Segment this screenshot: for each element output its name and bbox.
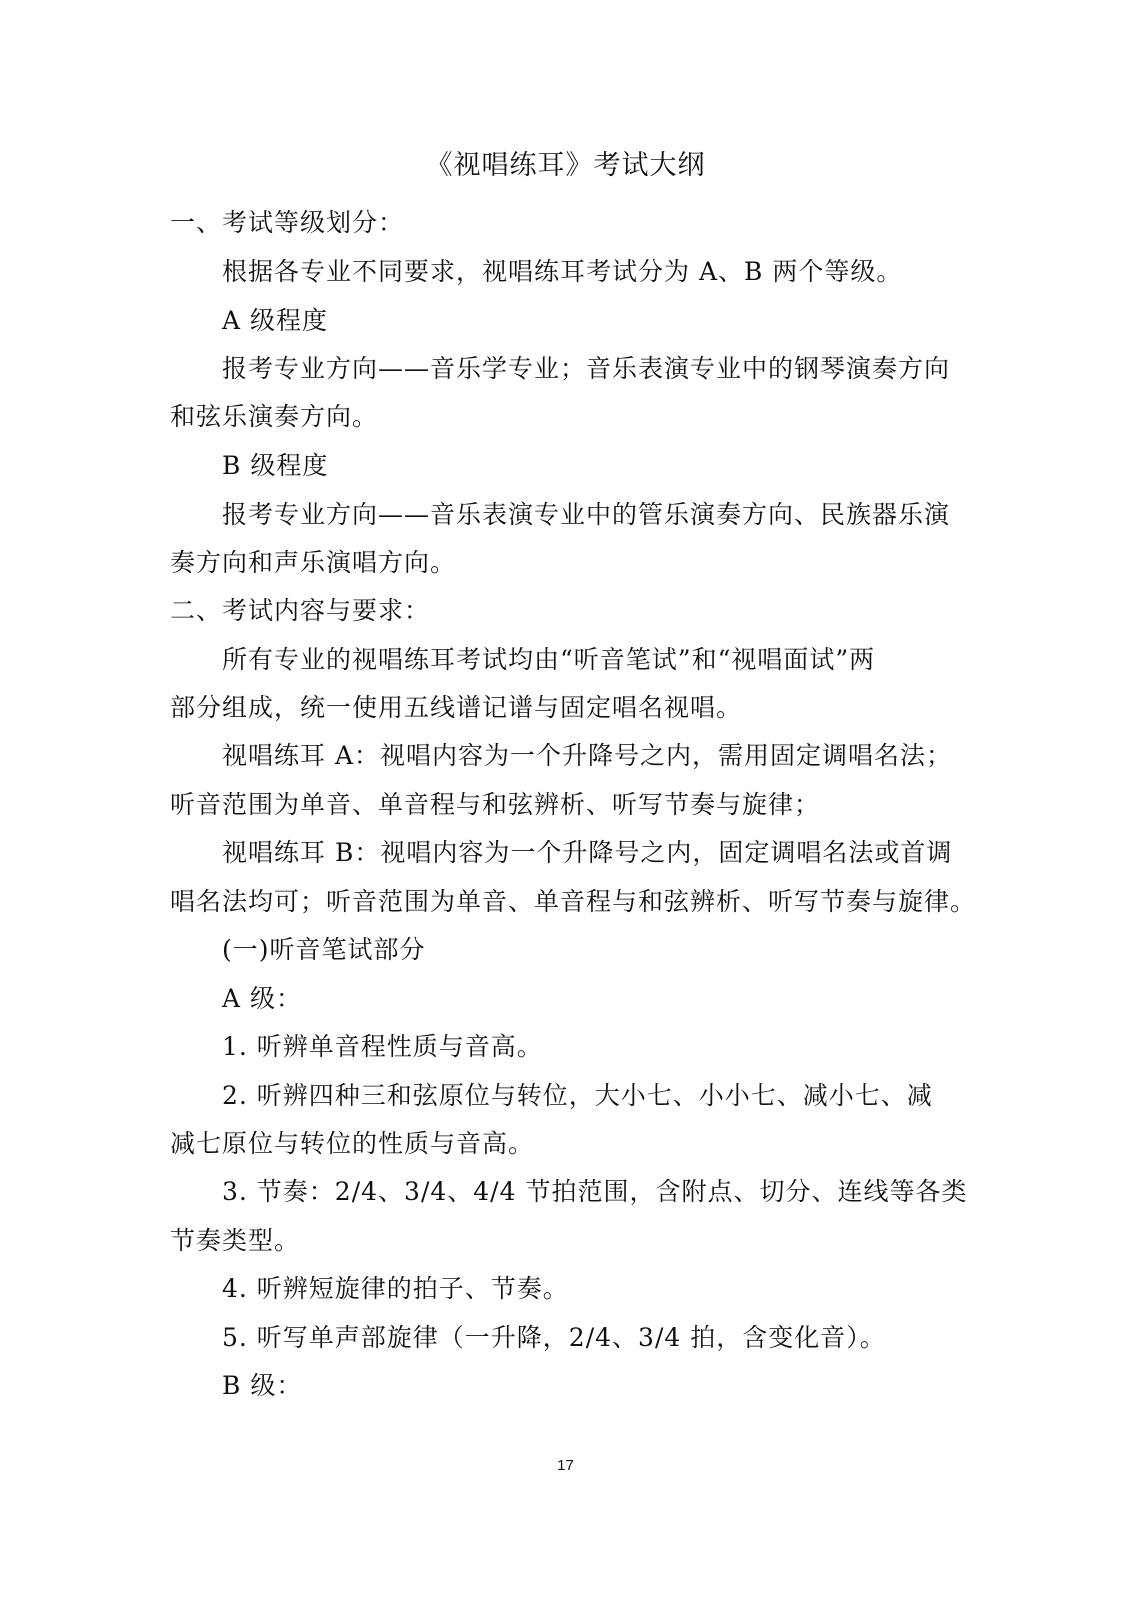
- paragraph-line: 视唱练耳 B：视唱内容为一个升降号之内，固定调唱名法或首调: [222, 838, 953, 867]
- list-item: 5. 听写单声部旋律（一升降，2/4、3/4 拍，含变化音）。: [222, 1323, 886, 1352]
- paragraph-line: 报考专业方向——音乐表演专业中的管乐演奏方向、民族器乐演: [222, 500, 951, 529]
- paragraph-line: 根据各专业不同要求，视唱练耳考试分为 A、B 两个等级。: [222, 257, 903, 286]
- list-item: 4. 听辨短旋律的拍子、节奏。: [222, 1274, 569, 1303]
- page-number: 17: [557, 1457, 574, 1474]
- list-item: 3. 节奏：2/4、3/4、4/4 节拍范围，含附点、切分、连线等各类: [222, 1177, 968, 1206]
- list-item-continuation: 节奏类型。: [170, 1226, 301, 1255]
- document-title: 《视唱练耳》考试大纲: [425, 150, 706, 181]
- subheading-b-level: B 级程度: [222, 451, 329, 480]
- subheading-a-level: A 级程度: [222, 306, 329, 335]
- paragraph-line: 报考专业方向——音乐学专业；音乐表演专业中的钢琴演奏方向: [222, 354, 951, 383]
- list-item: 2. 听辨四种三和弦原位与转位，大小七、小小七、减小七、减: [222, 1081, 933, 1110]
- section-heading-1: 一、考试等级划分：: [170, 208, 405, 237]
- paragraph-line: 所有专业的视唱练耳考试均由“听音笔试”和“视唱面试”两: [222, 645, 876, 674]
- paragraph-line: 视唱练耳 A：视唱内容为一个升降号之内，需用固定调唱名法；: [222, 741, 953, 770]
- subsection-heading-listening: (一)听音笔试部分: [222, 935, 426, 964]
- paragraph-line: 唱名法均可；听音范围为单音、单音程与和弦辨析、听写节奏与旋律。: [170, 887, 977, 916]
- list-item-continuation: 减七原位与转位的性质与音高。: [170, 1129, 535, 1158]
- list-item: 1. 听辨单音程性质与音高。: [222, 1032, 543, 1061]
- section-heading-2: 二、考试内容与要求：: [170, 596, 431, 625]
- paragraph-line: 部分组成，统一使用五线谱记谱与固定唱名视唱。: [170, 693, 743, 722]
- paragraph-line: 听音范围为单音、单音程与和弦辨析、听写节奏与旋律；: [170, 790, 821, 819]
- level-label-b: B 级：: [222, 1371, 303, 1400]
- paragraph-line: 和弦乐演奏方向。: [170, 402, 379, 431]
- level-label-a: A 级：: [222, 984, 303, 1013]
- paragraph-line: 奏方向和声乐演唱方向。: [170, 548, 457, 577]
